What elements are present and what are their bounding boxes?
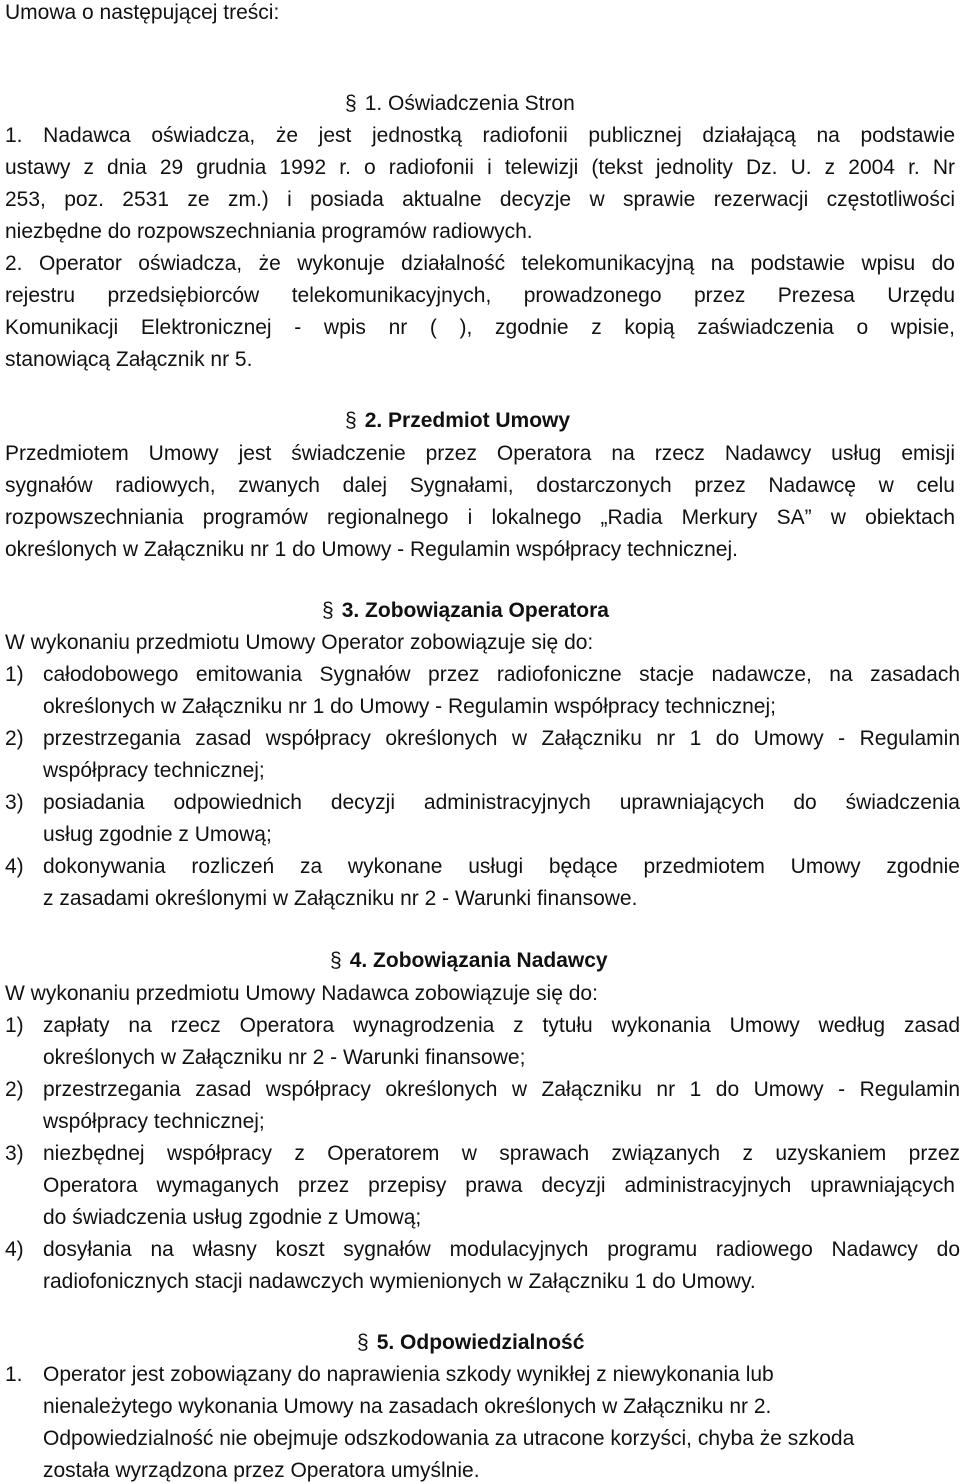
section-5-heading xyxy=(357,1330,584,1356)
s5-item-1-line-2: nienależytego wykonania Umowy na zasadach określonych w Załączniku nr 2. xyxy=(43,1395,772,1418)
list-line: dosyłania na własny koszt sygnałów modulacyjnych programu radiowego Nadawcy do xyxy=(43,1238,960,1261)
s1-p2-line-2: rejestru przedsiębiorców telekomunikacyjnych, prowadzonego przez Prezesa Urzędu xyxy=(5,284,955,307)
s4-item-1-line-2: określonych w Załączniku nr 2 - Warunki finansowe; xyxy=(43,1046,526,1069)
s3-item-2-line-2: współpracy technicznej; xyxy=(43,759,265,782)
list-line: Operator jest zobowiązany do naprawienia szkody wynikłej z niewykonania lub xyxy=(43,1363,774,1386)
s1-p1-line-4: niezbędne do rozpowszechniania programów radiowych. xyxy=(5,220,533,243)
section-5-number: 5. xyxy=(376,1331,395,1354)
s3-item-3-line-2: usług zgodnie z Umową; xyxy=(43,823,272,846)
section-sign: § xyxy=(330,949,342,972)
section-1-heading xyxy=(345,91,575,117)
s1-p1-line-3: 253, poz. 2531 ze zm.) i posiada aktualne decyzje w sprawie rezerwacji częstotliwości xyxy=(5,188,955,211)
list-line: przestrzegania zasad współpracy określonych w Załączniku nr 1 do Umowy - Regulamin xyxy=(43,727,960,750)
section-sign: § xyxy=(345,409,357,432)
s1-p1-line-1: 1. Nadawca oświadcza, że jest jednostką radiofonii publicznej działającą na podstawie xyxy=(5,124,955,147)
section-3-heading xyxy=(322,598,609,624)
s2-line-4: określonych w Załączniku nr 1 do Umowy - Regulamin współpracy technicznej. xyxy=(5,538,738,561)
section-1-title: 1. Oświadczenia Stron xyxy=(364,92,575,115)
s5-item-1-line-3: Odpowiedzialność nie obejmuje odszkodowania za utracone korzyści, chyba że szkoda xyxy=(43,1427,855,1450)
section-sign: § xyxy=(322,599,334,622)
s1-p2-line-1: 2. Operator oświadcza, że wykonuje działalność telekomunikacyjną na podstawie wpisu do xyxy=(5,252,955,275)
s1-p2-line-3: Komunikacji Elektronicznej - wpis nr ( ), zgodnie z kopią zaświadczenia o wpisie, xyxy=(5,316,955,339)
s4-item-3-line-3: do świadczenia usług zgodnie z Umową; xyxy=(43,1206,422,1229)
s2-line-2: sygnałów radiowych, zwanych dalej Sygnałami, dostarczonych przez Nadawcę w celu xyxy=(5,474,955,497)
section-3-number: 3. xyxy=(341,599,360,622)
list-number: 2) xyxy=(5,1078,24,1101)
list-number: 3) xyxy=(5,1142,24,1165)
section-2-title: Przedmiot Umowy xyxy=(388,409,571,432)
s1-p1-line-2: ustawy z dnia 29 grudnia 1992 r. o radiofonii i telewizji (tekst jednolity Dz. U. z 2004 r. Nr xyxy=(5,156,955,179)
list-number: 2) xyxy=(5,727,24,750)
list-number: 4) xyxy=(5,1238,24,1261)
list-number: 3) xyxy=(5,791,24,814)
list-number: 1. xyxy=(5,1363,23,1386)
s2-line-3: rozpowszechniania programów regionalnego i lokalnego „Radia Merkury SA” w obiektach xyxy=(5,506,955,529)
s3-item-1-line-2: określonych w Załączniku nr 1 do Umowy - Regulamin współpracy technicznej; xyxy=(43,695,776,718)
s4-item-3-line-2: Operatora wymaganych przez przepisy prawa decyzji administracyjnych uprawniających xyxy=(43,1174,955,1197)
section-2-heading xyxy=(345,408,570,434)
s2-line-1: Przedmiotem Umowy jest świadczenie przez Operatora na rzecz Nadawcy usług emisji xyxy=(5,442,955,465)
intro-text: Umowa o następującej treści: xyxy=(5,1,280,24)
s4-item-4-line-2: radiofonicznych stacji nadawczych wymienionych w Załączniku 1 do Umowy. xyxy=(43,1270,756,1293)
s3-lead: W wykonaniu przedmiotu Umowy Operator zobowiązuje się do: xyxy=(5,631,594,654)
list-line: całodobowego emitowania Sygnałów przez radiofoniczne stacje nadawcze, na zasadach xyxy=(43,663,960,686)
list-line: przestrzegania zasad współpracy określonych w Załączniku nr 1 do Umowy - Regulamin xyxy=(43,1078,960,1101)
list-line: zapłaty na rzecz Operatora wynagrodzenia z tytułu wykonania Umowy według zasad xyxy=(43,1014,960,1037)
s5-item-1-line-4: została wyrządzona przez Operatora umyślnie. xyxy=(43,1459,480,1482)
s3-item-4-line-2: z zasadami określonymi w Załączniku nr 2 - Warunki finansowe. xyxy=(43,887,638,910)
s1-p2-line-4: stanowiącą Załącznik nr 5. xyxy=(5,348,253,371)
section-4-title: Zobowiązania Nadawcy xyxy=(373,949,608,972)
section-3-title: Zobowiązania Operatora xyxy=(365,599,609,622)
section-2-number: 2. xyxy=(364,409,383,432)
list-number: 4) xyxy=(5,855,24,878)
section-5-title: Odpowiedzialność xyxy=(400,1331,585,1354)
section-sign: § xyxy=(357,1331,369,1354)
section-4-heading xyxy=(330,948,608,974)
s4-item-2-line-2: współpracy technicznej; xyxy=(43,1110,265,1133)
list-line: dokonywania rozliczeń za wykonane usługi będące przedmiotem Umowy zgodnie xyxy=(43,855,960,878)
list-number: 1) xyxy=(5,663,24,686)
list-line: niezbędnej współpracy z Operatorem w sprawach związanych z uzyskaniem przez xyxy=(43,1142,960,1165)
section-sign: § xyxy=(345,92,357,115)
s4-lead: W wykonaniu przedmiotu Umowy Nadawca zobowiązuje się do: xyxy=(5,982,598,1005)
list-line: posiadania odpowiednich decyzji administracyjnych uprawniających do świadczenia xyxy=(43,791,960,814)
list-number: 1) xyxy=(5,1014,24,1037)
section-4-number: 4. xyxy=(349,949,368,972)
